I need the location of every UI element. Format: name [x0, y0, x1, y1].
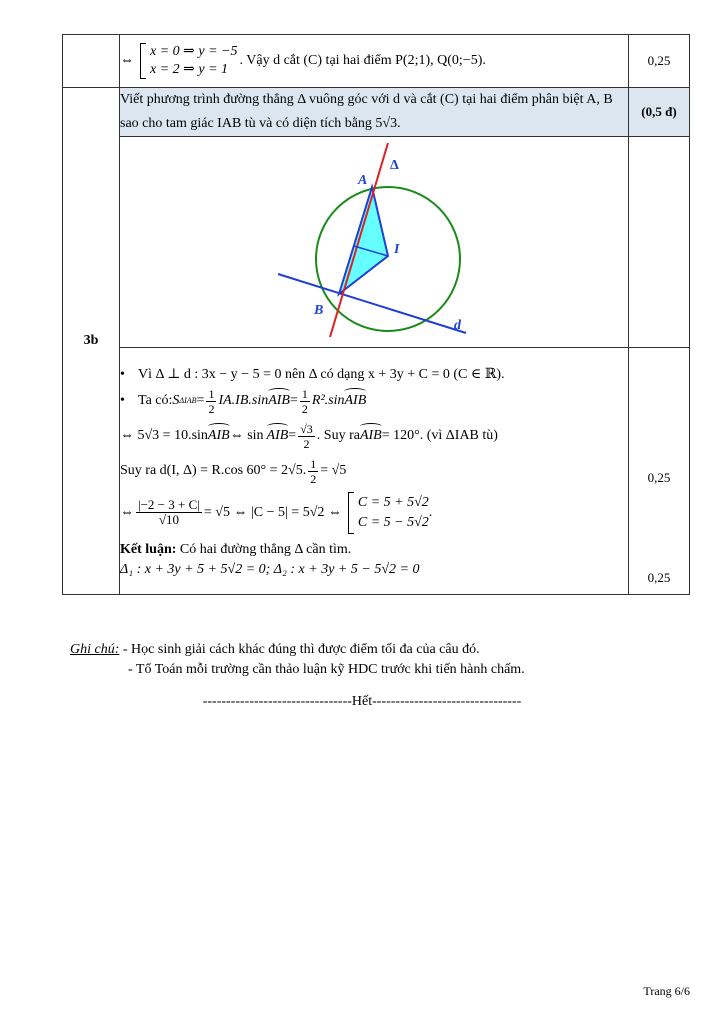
- table-row: [63, 35, 690, 88]
- intersection-conclusion: . Vậy d cắt (C) tại hai điểm P(2;1), Q(0;−5).: [239, 53, 486, 68]
- note-line: - Học sinh giải cách khác đúng thì được điểm tối đa của câu đó.: [119, 642, 480, 657]
- score: 0,25: [647, 570, 671, 585]
- line-d: [278, 274, 466, 333]
- row-id-cell: [63, 35, 120, 88]
- score: 0,25: [647, 470, 671, 485]
- fraction: $\frac{|-2 - 3 + C|}{√10}$: [138, 497, 200, 527]
- solution-step: • Ta có: S ΔIAB = $\frac{1}{2}$ IA.IB.sin AIB = $\frac{1}{2}$ R².sin AIB: [120, 386, 367, 416]
- system-line: x = 2 ⇒ y = 1: [150, 62, 229, 77]
- angle-arc: AIB: [208, 426, 230, 446]
- solution-scores: [629, 348, 690, 595]
- bracket-symbol: [348, 492, 354, 534]
- question-points: (0,5 đ): [629, 88, 690, 137]
- system-cell: [120, 35, 629, 88]
- grading-notes: [70, 640, 525, 680]
- solution-step: ⇔ 5√3 = 10.sin AIB ⇔ sin AIB = $\frac{√3}{2}$ . Suy ra AIB = 120°. (vì ΔIAB tù): [120, 421, 498, 451]
- solution-step: • Vì Δ ⊥ d : 3x − y − 5 = 0 nên Δ có dạng x + 3y + C = 0 (C ∈ ℝ).: [120, 365, 628, 385]
- angle-arc: AIB: [268, 391, 290, 411]
- empty-score: [629, 137, 690, 348]
- solution-cell: [120, 348, 629, 595]
- table-row: [63, 348, 690, 595]
- angle-arc: AIB: [360, 426, 382, 446]
- system-line: x = 0 ⇒ y = −5: [150, 44, 238, 59]
- notes-label: Ghi chú:: [70, 642, 120, 657]
- label-delta: Δ: [390, 158, 399, 173]
- table-row: [63, 137, 690, 348]
- page-number: Trang 6/6: [643, 984, 690, 998]
- figure-cell: [120, 137, 629, 348]
- bullet-icon: •: [120, 366, 125, 382]
- score: 0,25: [629, 35, 690, 88]
- note-line: - Tổ Toán mỗi trường cần thảo luận kỹ HDC trước khi tiến hành chấm.: [128, 662, 525, 677]
- table-row: [63, 88, 690, 137]
- equation-system: ⇔ x = 0 ⇒ y = −5 x = 2 ⇒ y = 1 . Vậy d cắt (C) tại hai điểm P(2;1), Q(0;−5).: [120, 44, 486, 77]
- fraction: $\frac{1}{2}$: [301, 386, 308, 416]
- final-answers: Δ₁ : x + 3y + 5 + 5√2 = 0; Δ₂ : x + 3y + 5 − 5√2 = 0: [120, 561, 420, 577]
- triangle-iab: [339, 187, 388, 294]
- solution-conclusion: Kết luận: Có hai đường thẳng Δ cần tìm.: [120, 541, 352, 557]
- bracket-symbol: [140, 43, 146, 79]
- question-text: Viết phương trình đường thẳng Δ vuông góc với d và cắt (C) tại hai điểm phân biệt A, B sao cho tam giác IAB tù và có diện tích bằng 5√3.: [120, 88, 629, 137]
- end-marker: --------------------------------Hết--------------------------------: [202, 694, 522, 709]
- geometry-figure: [120, 137, 626, 347]
- label-b: B: [314, 303, 324, 318]
- angle-arc: AIB: [267, 426, 289, 446]
- label-d: d: [454, 318, 461, 333]
- question-id: 3b: [63, 88, 120, 595]
- label-i: I: [394, 242, 400, 257]
- bullet-icon: •: [120, 393, 125, 408]
- label-a: A: [358, 173, 368, 188]
- fraction: $\frac{1}{2}$: [208, 386, 215, 416]
- fraction: $\frac{√3}{2}$: [300, 421, 313, 451]
- solution-step: ⇔ $\frac{|-2 - 3 + C|}{√10}$ = √5 ⇔ |C − 5| = 5√2 ⇔ C = 5 + 5√2 C = 5 − 5√2 .: [120, 492, 628, 534]
- angle-arc: AIB: [344, 391, 366, 411]
- grading-table: [62, 34, 690, 595]
- solution-step: Suy ra d(I, Δ) = R.cos 60° = 2√5. $\frac{1}{2}$ = √5: [120, 456, 347, 486]
- fraction: $\frac{1}{2}$: [310, 456, 317, 486]
